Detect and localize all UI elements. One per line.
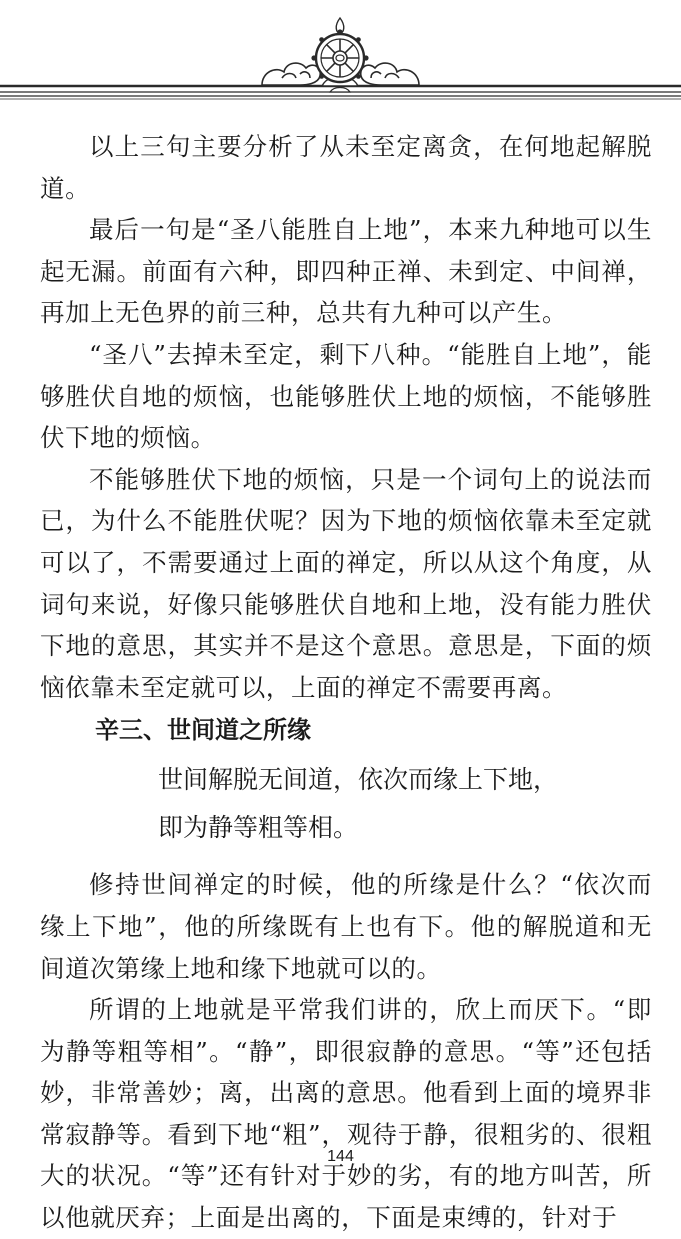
page-number: 144	[327, 1148, 354, 1165]
paragraph: 以上三句主要分析了从未至定离贪，在何地起解脱道。	[40, 132, 652, 203]
section-heading: 辛三、世间道之所缘	[95, 716, 311, 745]
paragraph: 修持世间禅定的时候，他的所缘是什么？“依次而缘上下地”，他的所缘既有上也有下。他的解脱道和无间道次第缘上地和缘下地就可以的。	[40, 870, 652, 983]
dharma-wheel-icon	[311, 18, 368, 92]
paragraph: 最后一句是“圣八能胜自上地”，本来九种地可以生起无漏。前面有六种，即四种正禅、未到定、中间禅，再加上无色界的前三种，总共有九种可以产生。	[40, 215, 652, 328]
paragraph: “圣八”去掉未至定，剩下八种。“能胜自上地”，能够胜伏自地的烦恼，也能够胜伏上地的烦恼，不能够胜伏下地的烦恼。	[40, 339, 652, 453]
verse-line: 世间解脱无间道，依次而缘上下地，	[158, 765, 559, 795]
paragraph: 不能够胜伏下地的烦恼，只是一个词句上的说法而已，为什么不能胜伏呢？因为下地的烦恼依靠未至定就可以了，不需要通过上面的禅定，所以从这个角度，从词句来说，好像只能够胜伏自地和上地，没有能力胜伏下地的意思，其实并不是这个意思。意思是，下面的烦恼依靠未至定就可以，上面的禅定不需要再离。	[40, 464, 652, 702]
right-cloud-icon	[361, 63, 419, 85]
verse-line: 即为静等粗等相。	[158, 813, 359, 843]
paragraph: 所谓的上地就是平常我们讲的，欣上而厌下。“即为静等粗等相”。“静”，即很寂静的意思。“等”还包括妙，非常善妙；离，出离的意思。他看到上面的境界非常寂静等。看到下地“粗”，观待于静，很粗劣的、很粗大的状况。“等”还有针对于妙的劣，有的地方叫苦，所以他就厌弃；上面是出离的，下面是束缚的，针对于	[40, 995, 652, 1233]
header-ornament	[0, 0, 681, 112]
left-cloud-icon	[262, 63, 320, 85]
page-body	[40, 126, 652, 1239]
